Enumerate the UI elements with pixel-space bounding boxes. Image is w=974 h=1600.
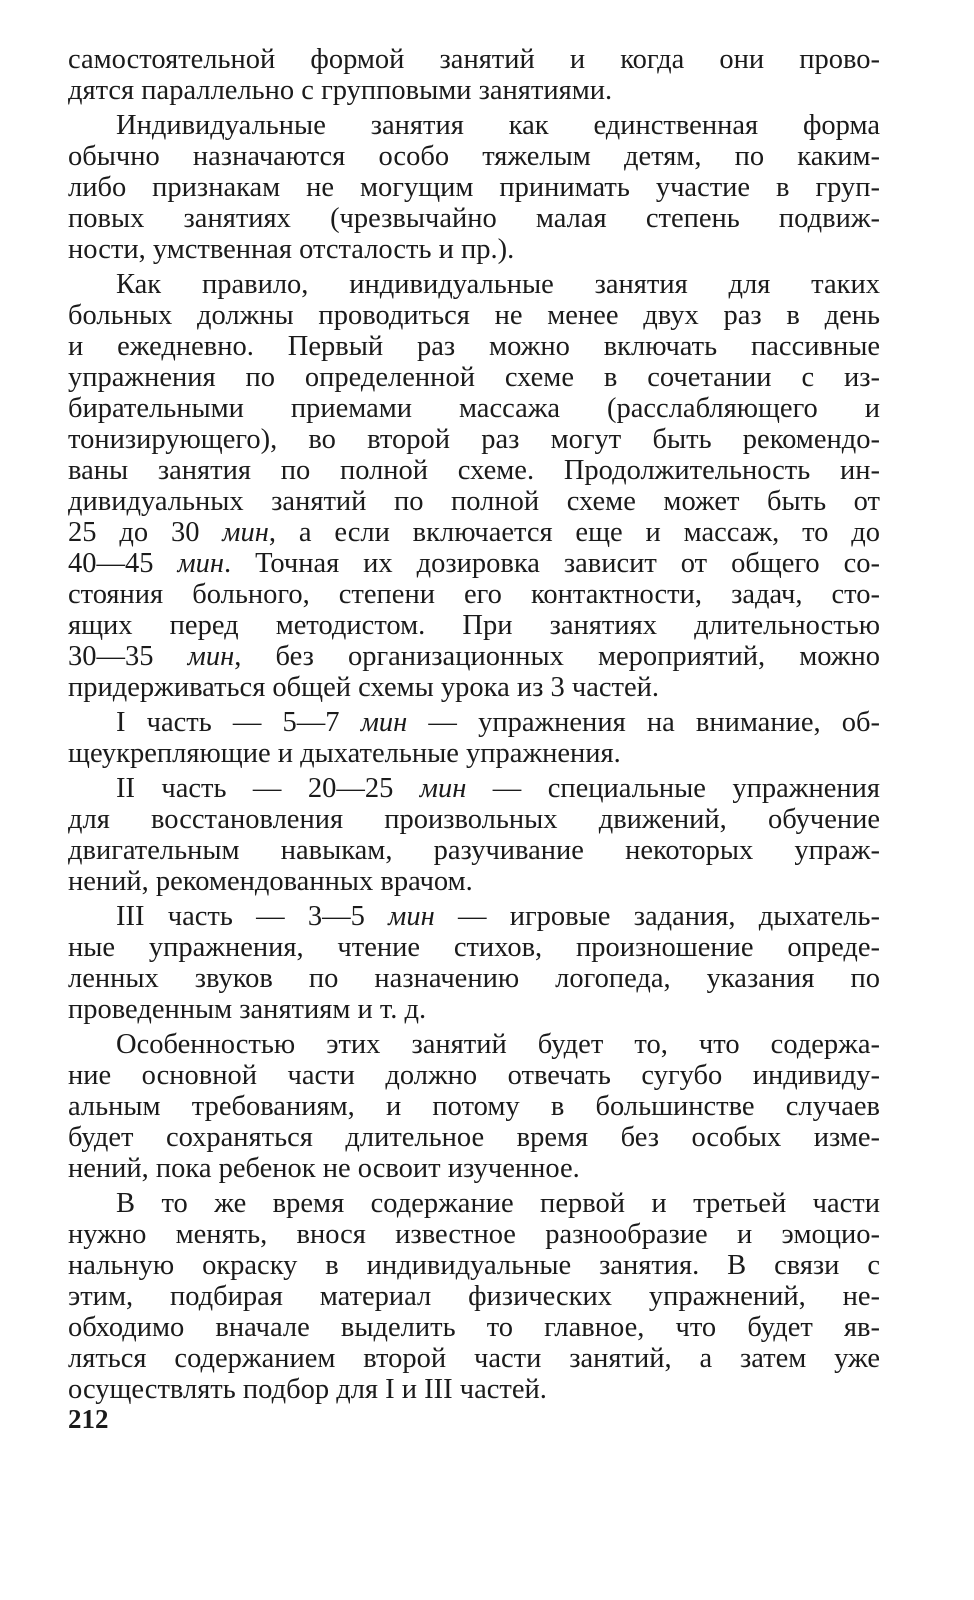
text-line: будет сохраняться длительное время без особых изме- xyxy=(68,1122,880,1153)
text-line: I часть — 5—7 мин — упражнения на внимание, об- xyxy=(116,707,881,738)
text-line: этим, подбирая материал физических упражнений, не- xyxy=(68,1281,880,1312)
text-line: нужно менять, внося известное разнообразие и эмоцио- xyxy=(68,1219,880,1250)
paragraph-individual-sessions xyxy=(68,110,880,265)
text-line: обычно назначаются особо тяжелым детям, по каким- xyxy=(68,141,880,172)
text-line: II часть — 20—25 мин — специальные упражнения xyxy=(116,773,880,804)
text-line: ящих перед методистом. При занятиях длительностью xyxy=(68,610,880,641)
book-page-text xyxy=(68,44,880,1405)
text-line: обходимо вначале выделить то главное, что будет яв- xyxy=(68,1312,880,1343)
text-line: Индивидуальные занятия как единственная форма xyxy=(116,110,880,141)
paragraph-part-one xyxy=(68,707,880,769)
paragraph-variety xyxy=(68,1188,880,1405)
text-line: III часть — 3—5 мин — игровые задания, дыхатель- xyxy=(116,901,880,932)
text-line: дивидуальных занятий по полной схеме может быть от xyxy=(68,486,880,517)
text-line: самостоятельной формой занятий и когда они прово- xyxy=(68,44,880,75)
text-line: повых занятиях (чрезвычайно малая степень подвиж- xyxy=(68,203,880,234)
text-line: ние основной части должно отвечать сугубо индивиду- xyxy=(68,1060,880,1091)
text-line: дятся параллельно с групповыми занятиями. xyxy=(68,75,613,106)
paragraph-part-three xyxy=(68,901,880,1025)
text-line: 25 до 30 мин, а если включается еще и массаж, то до xyxy=(68,517,880,548)
paragraph-schedule xyxy=(68,269,880,703)
text-line: тонизирующего), во второй раз могут быть рекомендо- xyxy=(68,424,880,455)
text-line: упражнения по определенной схеме в сочетании с из- xyxy=(68,362,880,393)
text-line: ные упражнения, чтение стихов, произношение опреде- xyxy=(68,932,880,963)
text-line: Как правило, индивидуальные занятия для таких xyxy=(116,269,880,300)
text-line: и ежедневно. Первый раз можно включать пассивные xyxy=(68,331,880,362)
text-line: ленных звуков по назначению логопеда, указания по xyxy=(68,963,880,994)
paragraph-continuation xyxy=(68,44,880,106)
paragraph-part-two xyxy=(68,773,880,897)
text-line: Особенностью этих занятий будет то, что содержа- xyxy=(116,1029,880,1060)
text-line: двигательным навыкам, разучивание некоторых упраж- xyxy=(68,835,880,866)
text-line: ляться содержанием второй части занятий, а затем уже xyxy=(68,1343,880,1374)
text-line: стояния больного, степени его контактности, задач, сто- xyxy=(68,579,880,610)
text-line: ваны занятия по полной схеме. Продолжительность ин- xyxy=(68,455,880,486)
text-line: больных должны проводиться не менее двух раз в день xyxy=(68,300,880,331)
text-line: придерживаться общей схемы урока из 3 частей. xyxy=(68,672,659,703)
text-line: для восстановления произвольных движений, обучение xyxy=(68,804,880,835)
text-line: нений, пока ребенок не освоит изученное. xyxy=(68,1153,580,1184)
text-line: осуществлять подбор для I и III частей. xyxy=(68,1374,547,1405)
text-line: проведенным занятиям и т. д. xyxy=(68,994,427,1025)
text-line: В то же время содержание первой и третьей части xyxy=(116,1188,880,1219)
text-line: нений, рекомендованных врачом. xyxy=(68,866,473,897)
text-line: бирательными приемами массажа (расслабляющего и xyxy=(68,393,880,424)
paragraph-main-part-feature xyxy=(68,1029,880,1184)
text-line: щеукрепляющие и дыхательные упражнения. xyxy=(68,738,621,769)
text-line: 40—45 мин. Точная их дозировка зависит от общего со- xyxy=(68,548,880,579)
page-number: 212 xyxy=(68,1404,109,1434)
text-line: нальную окраску в индивидуальные занятия. В связи с xyxy=(68,1250,880,1281)
text-line: либо признакам не могущим принимать участие в груп- xyxy=(68,172,880,203)
text-line: 30—35 мин, без организационных мероприятий, можно xyxy=(68,641,881,672)
text-line: ности, умственная отсталость и пр.). xyxy=(68,234,515,265)
text-line: альным требованиям, и потому в большинстве случаев xyxy=(68,1091,880,1122)
